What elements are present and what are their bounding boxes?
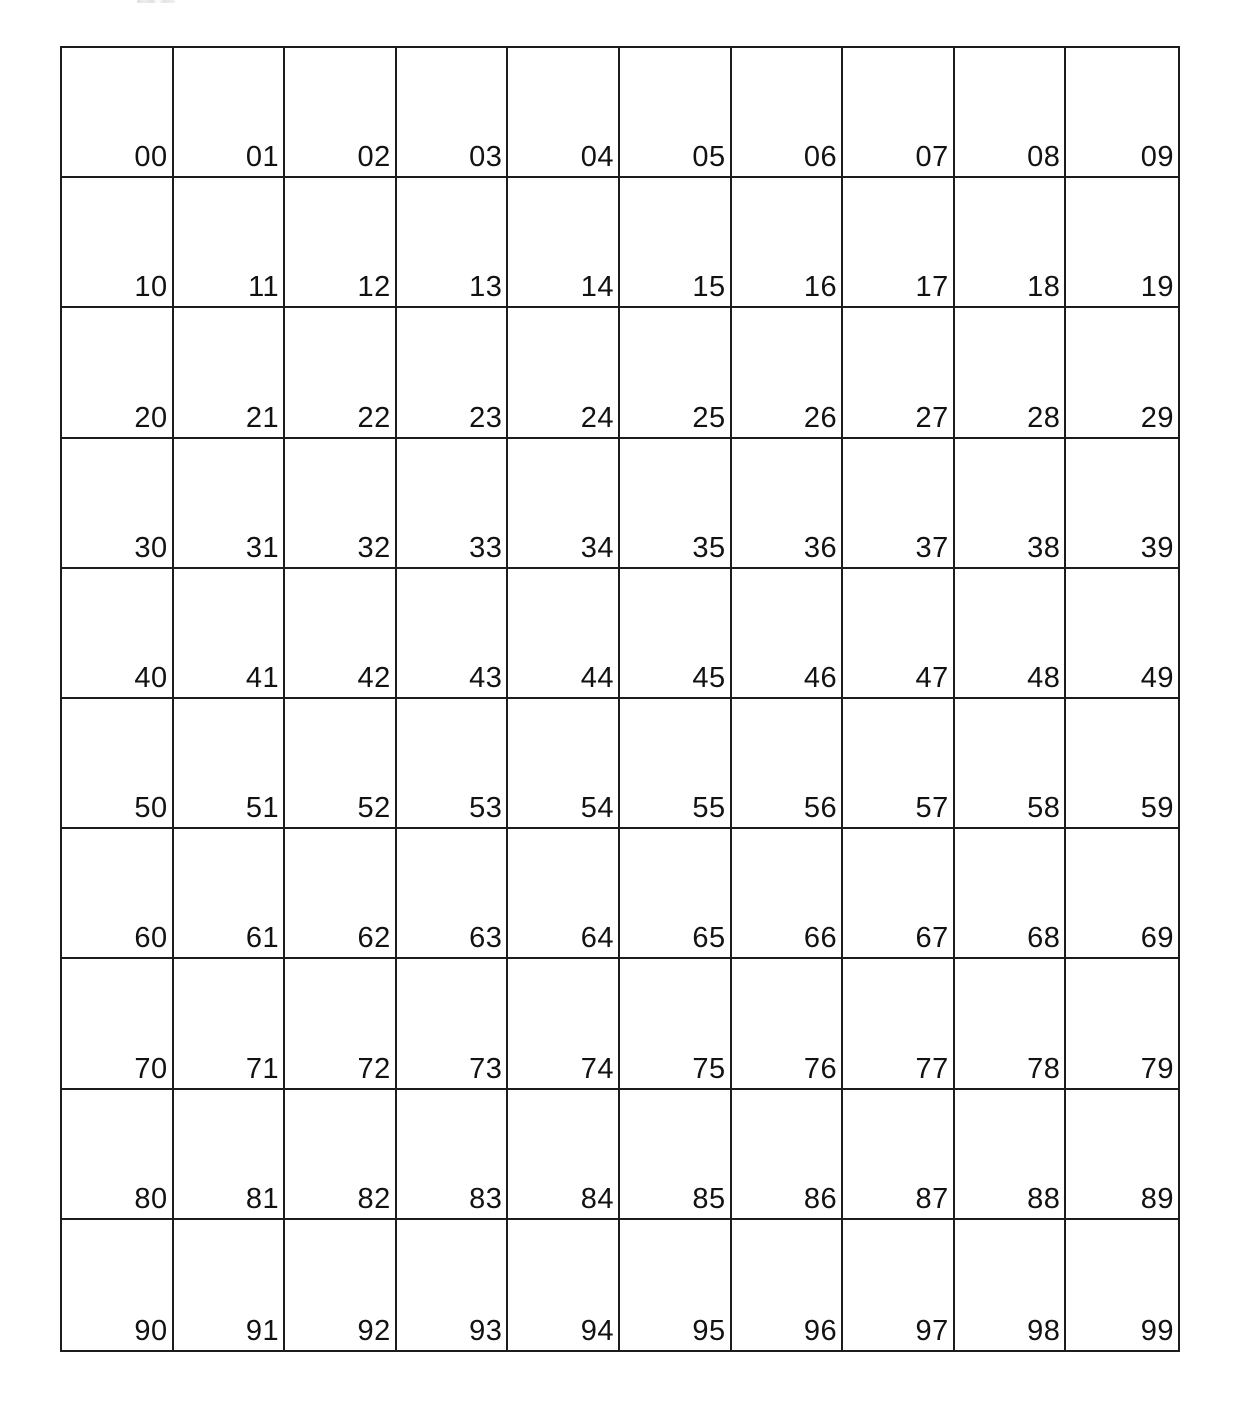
cell-number: 76 (803, 1052, 838, 1085)
grid-cell (174, 178, 286, 308)
cell-number: 88 (1027, 1182, 1061, 1215)
grid-cell (285, 959, 397, 1089)
grid-cell (732, 829, 844, 959)
cell-number: 17 (915, 271, 949, 304)
cell-number: 99 (1140, 1314, 1174, 1347)
grid-cell (1066, 48, 1178, 178)
cell-number: 74 (580, 1052, 614, 1085)
cell-number: 73 (469, 1052, 503, 1085)
cell-number: 79 (1140, 1052, 1174, 1085)
grid-cell (174, 1220, 286, 1350)
cell-number: 78 (1027, 1052, 1061, 1085)
cell-number: 62 (357, 922, 391, 955)
cell-number: 95 (692, 1314, 726, 1347)
grid-cell (732, 959, 844, 1089)
cell-number: 15 (692, 271, 726, 304)
grid-cell (397, 959, 509, 1089)
cell-number: 03 (469, 141, 503, 174)
cell-number: 57 (915, 792, 949, 825)
cell-number: 36 (803, 531, 838, 564)
grid-cell (397, 569, 509, 699)
grid-cell (955, 1090, 1067, 1220)
cell-number: 23 (469, 401, 503, 434)
grid-cell (843, 308, 955, 438)
cell-number: 16 (803, 271, 838, 304)
grid-cell (843, 569, 955, 699)
cell-number: 25 (692, 401, 726, 434)
cell-number: 01 (245, 141, 280, 174)
grid-cell (955, 48, 1067, 178)
grid-cell (1066, 699, 1178, 829)
cell-number: 08 (1027, 141, 1061, 174)
cell-number: 98 (1027, 1314, 1061, 1347)
cell-number: 27 (915, 401, 949, 434)
cell-number: 29 (1140, 401, 1174, 434)
grid-cell (955, 959, 1067, 1089)
cell-number: 19 (1140, 271, 1174, 304)
cell-number: 06 (803, 141, 838, 174)
grid-cell (62, 1220, 174, 1350)
grid-cell (843, 1220, 955, 1350)
cell-number: 32 (357, 531, 391, 564)
cell-number: 10 (134, 271, 168, 304)
cell-number: 71 (245, 1052, 280, 1085)
cell-number: 66 (803, 922, 838, 955)
cell-number: 72 (357, 1052, 391, 1085)
grid-cell (285, 1090, 397, 1220)
grid-cell (174, 439, 286, 569)
grid-cell (397, 308, 509, 438)
grid-cell (174, 699, 286, 829)
cell-number: 40 (134, 661, 168, 694)
grid-cell (508, 1220, 620, 1350)
grid-cell (285, 829, 397, 959)
cell-number: 20 (134, 401, 168, 434)
grid-cell (174, 829, 286, 959)
cell-number: 28 (1027, 401, 1061, 434)
grid-cell (397, 1220, 509, 1350)
cell-number: 55 (692, 792, 726, 825)
grid-cell (285, 48, 397, 178)
grid-cell (732, 48, 844, 178)
grid-cell (508, 699, 620, 829)
grid-cell (620, 569, 732, 699)
grid-cell (955, 178, 1067, 308)
grid-cell (843, 178, 955, 308)
grid-cell (732, 1220, 844, 1350)
grid-cell (1066, 829, 1178, 959)
cell-number: 52 (357, 792, 391, 825)
grid-cell (62, 48, 174, 178)
cell-number: 39 (1140, 531, 1174, 564)
grid-cell (397, 699, 509, 829)
number-grid (60, 46, 1180, 1352)
cell-number: 89 (1140, 1182, 1174, 1215)
scan-artifact (137, 0, 175, 3)
grid-cell (732, 439, 844, 569)
cell-number: 18 (1027, 271, 1061, 304)
cell-number: 61 (245, 922, 280, 955)
cell-number: 11 (248, 271, 280, 304)
cell-number: 14 (580, 271, 614, 304)
cell-number: 60 (134, 922, 168, 955)
grid-cell (843, 439, 955, 569)
cell-number: 49 (1140, 661, 1174, 694)
grid-cell (955, 308, 1067, 438)
cell-number: 65 (692, 922, 726, 955)
cell-number: 35 (692, 531, 726, 564)
grid-cell (1066, 178, 1178, 308)
cell-number: 00 (134, 141, 168, 174)
cell-number: 13 (469, 271, 503, 304)
grid-cell (1066, 308, 1178, 438)
grid-cell (955, 829, 1067, 959)
cell-number: 70 (134, 1052, 168, 1085)
grid-cell (955, 1220, 1067, 1350)
grid-cell (62, 569, 174, 699)
grid-cell (620, 959, 732, 1089)
grid-cell (620, 308, 732, 438)
grid-cell (732, 699, 844, 829)
grid-cell (285, 439, 397, 569)
grid-cell (620, 1220, 732, 1350)
grid-cell (174, 959, 286, 1089)
grid-cell (843, 699, 955, 829)
cell-number: 92 (357, 1314, 391, 1347)
grid-cell (732, 569, 844, 699)
cell-number: 05 (692, 141, 726, 174)
cell-number: 02 (357, 141, 391, 174)
grid-cell (508, 959, 620, 1089)
grid-cell (508, 48, 620, 178)
grid-cell (508, 569, 620, 699)
cell-number: 68 (1027, 922, 1061, 955)
grid-cell (62, 439, 174, 569)
cell-number: 43 (469, 661, 503, 694)
cell-number: 12 (357, 271, 391, 304)
grid-cell (620, 1090, 732, 1220)
grid-cell (732, 178, 844, 308)
grid-cell (285, 569, 397, 699)
grid-cell (620, 48, 732, 178)
cell-number: 59 (1140, 792, 1174, 825)
grid-cell (397, 439, 509, 569)
cell-number: 47 (915, 661, 949, 694)
cell-number: 85 (692, 1182, 726, 1215)
grid-cell (62, 959, 174, 1089)
cell-number: 93 (469, 1314, 503, 1347)
grid-cell (843, 48, 955, 178)
grid-cell (843, 959, 955, 1089)
cell-number: 46 (803, 661, 838, 694)
cell-number: 96 (803, 1314, 838, 1347)
grid-cell (397, 48, 509, 178)
cell-number: 86 (803, 1182, 838, 1215)
grid-cell (508, 829, 620, 959)
grid-cell (174, 1090, 286, 1220)
cell-number: 77 (915, 1052, 949, 1085)
grid-cell (508, 308, 620, 438)
cell-number: 56 (803, 792, 838, 825)
grid-cell (620, 439, 732, 569)
cell-number: 33 (469, 531, 503, 564)
cell-number: 44 (580, 661, 614, 694)
cell-number: 69 (1140, 922, 1174, 955)
grid-cell (1066, 439, 1178, 569)
grid-cell (62, 1090, 174, 1220)
cell-number: 87 (915, 1182, 949, 1215)
grid-cell (62, 308, 174, 438)
grid-cell (174, 308, 286, 438)
grid-cell (955, 699, 1067, 829)
cell-number: 63 (469, 922, 503, 955)
grid-cell (508, 1090, 620, 1220)
cell-number: 41 (245, 661, 280, 694)
grid-cell (1066, 569, 1178, 699)
grid-cell (508, 439, 620, 569)
cell-number: 81 (245, 1182, 280, 1215)
cell-number: 97 (915, 1314, 949, 1347)
cell-number: 91 (245, 1314, 280, 1347)
grid-cell (174, 48, 286, 178)
grid-cell (397, 1090, 509, 1220)
cell-number: 80 (134, 1182, 168, 1215)
cell-number: 84 (580, 1182, 614, 1215)
cell-number: 90 (134, 1314, 168, 1347)
grid-cell (843, 829, 955, 959)
grid-cell (285, 178, 397, 308)
grid-cell (620, 699, 732, 829)
cell-number: 75 (692, 1052, 726, 1085)
cell-number: 83 (469, 1182, 503, 1215)
cell-number: 37 (915, 531, 949, 564)
grid-cell (285, 308, 397, 438)
grid-cell (62, 699, 174, 829)
cell-number: 09 (1140, 141, 1174, 174)
grid-cell (620, 829, 732, 959)
cell-number: 22 (357, 401, 391, 434)
cell-number: 21 (245, 401, 280, 434)
cell-number: 34 (580, 531, 614, 564)
grid-cell (732, 1090, 844, 1220)
cell-number: 04 (580, 141, 614, 174)
cell-number: 53 (469, 792, 503, 825)
grid-cell (1066, 1090, 1178, 1220)
cell-number: 51 (245, 792, 280, 825)
grid-cell (285, 699, 397, 829)
cell-number: 31 (245, 531, 280, 564)
cell-number: 54 (580, 792, 614, 825)
cell-number: 94 (580, 1314, 614, 1347)
grid-cell (62, 829, 174, 959)
grid-cell (1066, 1220, 1178, 1350)
grid-cell (508, 178, 620, 308)
cell-number: 82 (357, 1182, 391, 1215)
grid-cell (843, 1090, 955, 1220)
grid-cell (174, 569, 286, 699)
cell-number: 67 (915, 922, 949, 955)
grid-cell (397, 829, 509, 959)
cell-number: 58 (1027, 792, 1061, 825)
cell-number: 30 (134, 531, 168, 564)
cell-number: 45 (692, 661, 726, 694)
cell-number: 50 (134, 792, 168, 825)
grid-cell (285, 1220, 397, 1350)
cell-number: 64 (580, 922, 614, 955)
cell-number: 38 (1027, 531, 1061, 564)
grid-cell (397, 178, 509, 308)
grid-cell (1066, 959, 1178, 1089)
grid-cell (955, 439, 1067, 569)
grid-cell (620, 178, 732, 308)
cell-number: 42 (357, 661, 391, 694)
grid-cell (62, 178, 174, 308)
cell-number: 48 (1027, 661, 1061, 694)
cell-number: 24 (580, 401, 614, 434)
cell-number: 07 (915, 141, 949, 174)
cell-number: 26 (803, 401, 838, 434)
grid-cell (732, 308, 844, 438)
grid-cell (955, 569, 1067, 699)
